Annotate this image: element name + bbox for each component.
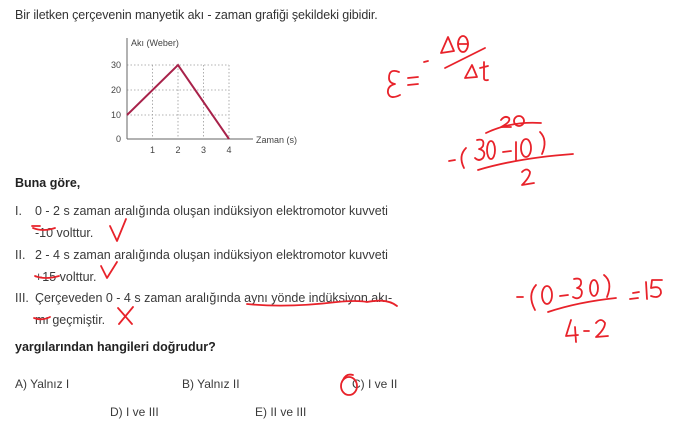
statement-number: II. bbox=[15, 248, 26, 262]
statement-2 bbox=[15, 244, 388, 288]
statement-continuation: -10 volttur. bbox=[35, 226, 94, 240]
section-heading: Buna göre, bbox=[15, 176, 81, 190]
option-d[interactable] bbox=[110, 405, 159, 419]
x-axis-label: Zaman (s) bbox=[256, 135, 298, 145]
y-axis-label: Akı (Weber) bbox=[131, 38, 179, 48]
statement-3 bbox=[15, 287, 392, 331]
x-tick-2: 2 bbox=[175, 145, 181, 155]
option-text: II ve III bbox=[270, 405, 307, 419]
statement-continuation: mı geçmiştir. bbox=[35, 313, 106, 327]
statement-text: 0 - 2 s zaman aralığında oluşan indüksiyon elektromotor kuvveti bbox=[35, 204, 388, 218]
option-text: I ve III bbox=[126, 405, 159, 419]
y-tick-30: 30 bbox=[110, 60, 121, 70]
option-a[interactable] bbox=[15, 377, 69, 391]
option-letter: D) bbox=[110, 405, 123, 419]
statement-text: Çerçeveden 0 - 4 s zaman aralığında aynı yönde indüksiyon akı- bbox=[35, 291, 393, 305]
statement-number: I. bbox=[15, 204, 22, 218]
option-text: I ve II bbox=[368, 377, 398, 391]
y-tick-0: 0 bbox=[115, 134, 121, 144]
statement-text: 2 - 4 s zaman aralığında oluşan indüksiyon elektromotor kuvveti bbox=[35, 248, 388, 262]
x-tick-3: 3 bbox=[200, 145, 207, 155]
calc1-annotation bbox=[449, 116, 573, 185]
y-tick-10: 10 bbox=[110, 110, 121, 120]
question-prompt: yargılarından hangileri doğrudur? bbox=[15, 340, 216, 354]
chart-svg bbox=[95, 36, 315, 156]
option-text: Yalnız I bbox=[30, 377, 70, 391]
option-text: Yalnız II bbox=[197, 377, 240, 391]
option-letter: B) bbox=[182, 377, 194, 391]
option-letter: E) bbox=[255, 405, 267, 419]
statement-1 bbox=[15, 200, 388, 244]
formula-annotation bbox=[388, 36, 488, 97]
question-intro: Bir iletken çerçevenin manyetik akı - zaman grafiği şekildeki gibidir. bbox=[15, 8, 378, 22]
x-tick-1: 1 bbox=[149, 145, 156, 155]
grid bbox=[127, 65, 229, 139]
option-letter: A) bbox=[15, 377, 27, 391]
x-tick-4: 4 bbox=[226, 145, 232, 155]
statement-number: III. bbox=[15, 291, 29, 305]
option-letter: C) bbox=[352, 377, 365, 391]
statement-continuation: +15 volttur. bbox=[35, 270, 97, 284]
flux-time-chart bbox=[95, 36, 315, 156]
option-e[interactable] bbox=[255, 405, 306, 419]
y-tick-20: 20 bbox=[110, 85, 121, 95]
calc2-annotation bbox=[517, 275, 662, 342]
option-c[interactable] bbox=[352, 377, 397, 391]
option-b[interactable] bbox=[182, 377, 240, 391]
